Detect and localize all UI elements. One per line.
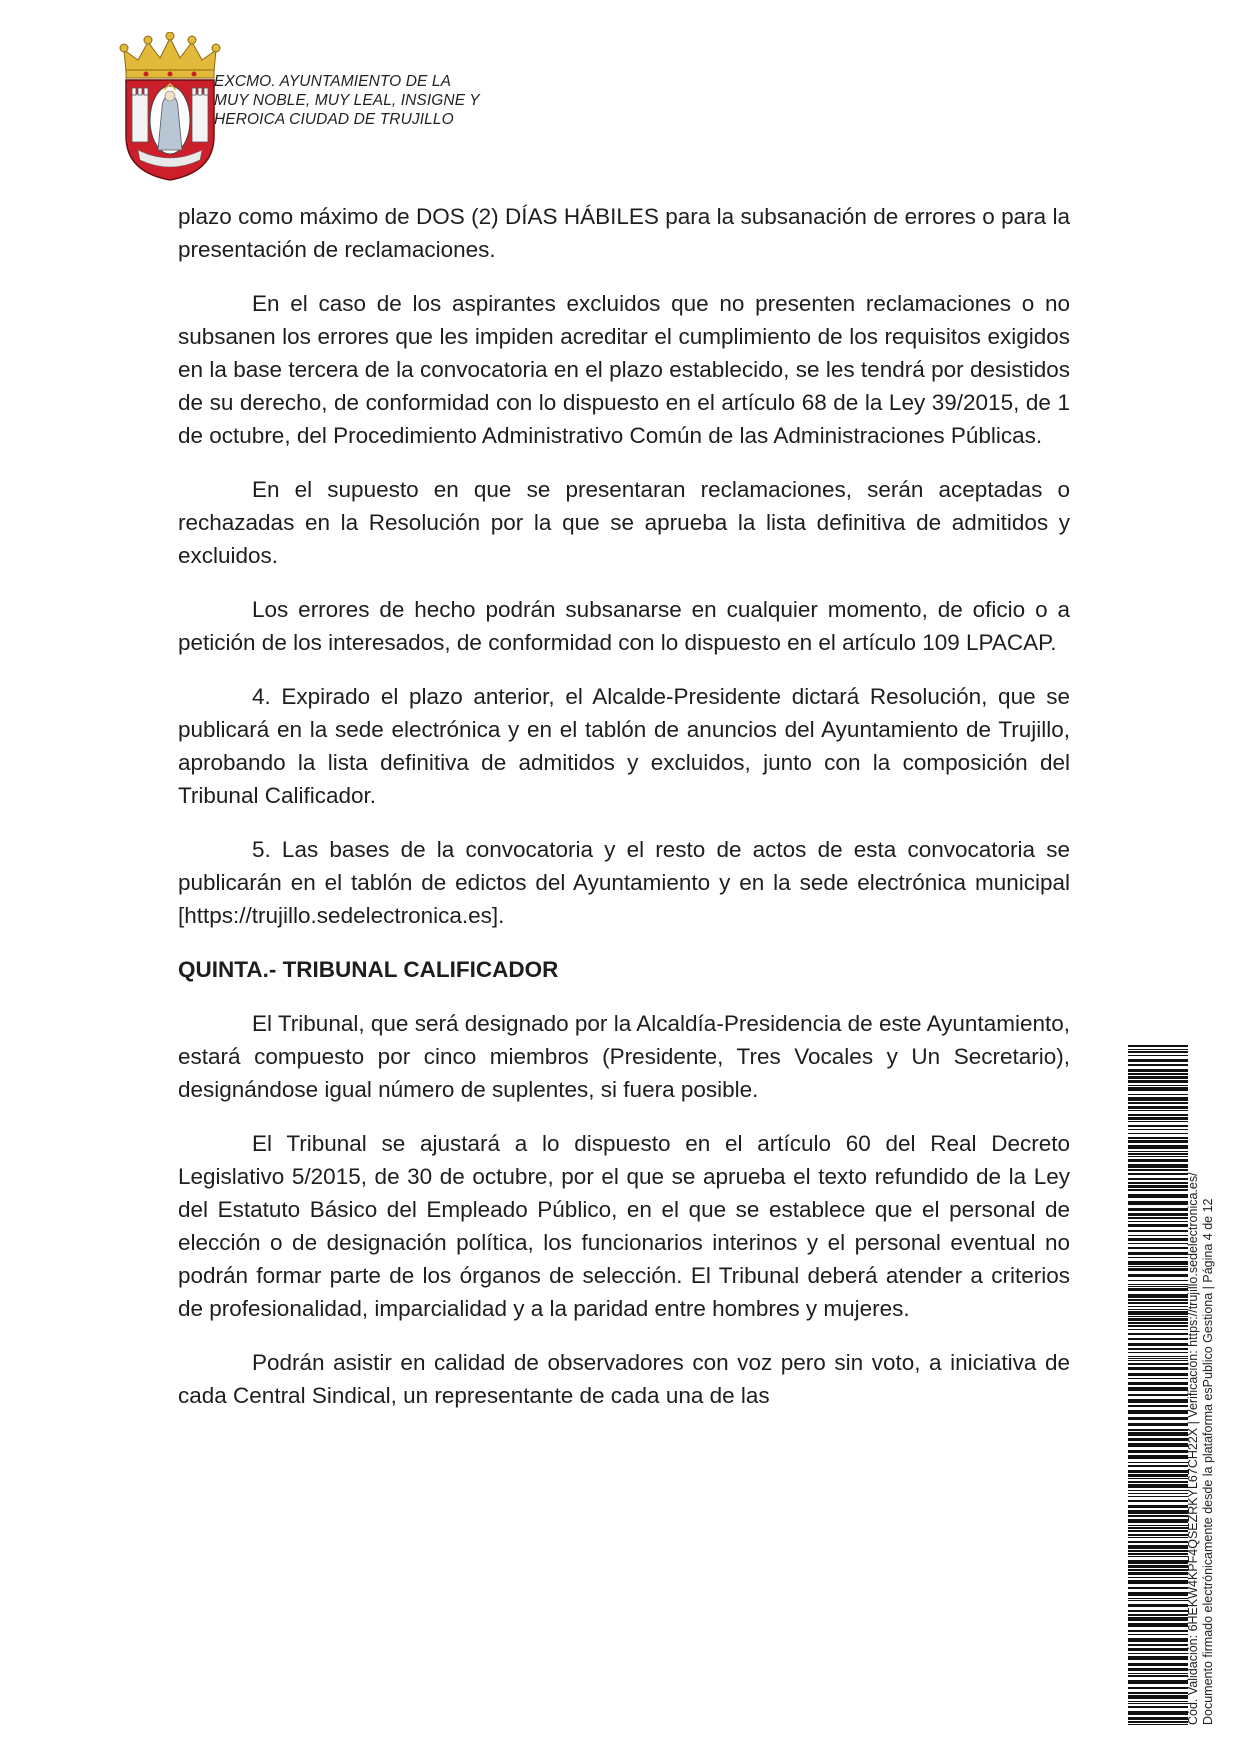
barcode-bar [1128,1519,1188,1523]
barcode-bar [1128,1094,1188,1095]
barcode-bar [1128,1235,1188,1236]
barcode-bar [1128,1706,1188,1708]
barcode-bar [1128,1617,1188,1621]
barcode-bar [1128,1387,1188,1391]
barcode-bar [1128,1114,1188,1116]
barcode-bar [1128,1493,1188,1494]
barcode-bar [1128,1173,1188,1175]
barcode-bar [1128,1261,1188,1265]
organization-name-line: MUY NOBLE, MUY LEAL, INSIGNE Y [214,92,480,109]
barcode-bar [1128,1405,1188,1407]
barcode-bar [1128,1286,1188,1287]
barcode-bar [1128,1306,1188,1307]
barcode-bar [1128,1438,1188,1441]
barcode-bar [1128,1221,1188,1222]
paragraph: En el supuesto en que se presentaran reclamaciones, serán aceptadas o rechazadas en la Resolución por la que se aprueba la lista definitiva de admitidos y excluidos. [178,477,1070,568]
barcode-bar [1128,1443,1188,1447]
organization-name-line: EXCMO. AYUNTAMIENTO DE LA [214,73,452,90]
coat-of-arms-icon [116,32,224,182]
barcode-bar [1128,1515,1188,1517]
barcode-bar [1128,1145,1188,1149]
barcode-bar [1128,1462,1188,1463]
paragraph: El Tribunal se ajustará a lo dispuesto en el artículo 60 del Real Decreto Legislativo 5/2015, de 30 de octubre, por el que se aprueba el texto refundido de la Ley del Estatuto Básico del Empleado Público, en el que se establece que el personal de elección o de designación política, los funcionarios interinos y el personal eventual no podrán formar parte de los órganos de selección. El Tribunal deberá atender a criterios de profesionalidad, imparcialidad y a la paridad entre hombres y mujeres. [178,1131,1070,1321]
paragraph: En el caso de los aspirantes excluidos que no presenten reclamaciones o no subsanen los errores que les impiden acreditar el cumplimiento de los requisitos exigidos en la base tercera de la convocatoria en el plazo establecido, se les tendrá por desistidos de su derecho, de conformidad con lo dispuesto en el artículo 68 de la Ley 39/2015, de 1 de octubre, del Procedimiento Administrativo Común de las Administraciones Públicas. [178,291,1070,448]
paragraph: plazo como máximo de DOS (2) DÍAS HÁBILES para la subsanación de errores o para la presentación de reclamaciones. [178,204,1070,262]
barcode-bar [1128,1675,1188,1677]
barcode-bar [1128,1164,1188,1168]
barcode-bar [1128,1644,1188,1646]
barcode-bar [1128,1049,1188,1050]
barcode-bar [1128,1638,1188,1642]
barcode-bar [1128,1604,1188,1607]
barcode-bar [1128,1600,1188,1601]
barcode-bar [1128,1465,1188,1467]
barcode-bar [1128,1378,1188,1379]
barcode-bar [1128,1252,1188,1255]
paragraph: 4. Expirado el plazo anterior, el Alcalde-Presidente dictará Resolución, que se publicará en la sede electrónica y en el tablón de anuncios del Ayuntamiento de Trujillo, aprobando la lista definitiva de admitidos y excluidos, junto con la composición del Tribunal Calificador. [178,684,1070,808]
barcode-bar [1128,1360,1188,1361]
barcode-bar [1128,1510,1188,1514]
barcode-bar [1128,1429,1188,1431]
barcode-bar [1128,1194,1188,1198]
barcode-bar [1128,1373,1188,1376]
barcode-bar [1128,1110,1188,1111]
barcode-bar [1128,1073,1188,1075]
barcode-bar [1128,1560,1188,1564]
barcode-bar [1128,1318,1188,1321]
barcode-bar [1128,1484,1188,1488]
barcode-bar [1128,1367,1188,1370]
validation-stamp [1128,1045,1224,1725]
barcode-bar [1128,1553,1188,1555]
barcode-bar [1128,1410,1188,1414]
barcode-bar [1128,1125,1188,1127]
barcode-bar [1128,1580,1188,1584]
barcode-bar [1128,1085,1188,1086]
barcode-bar [1128,1541,1188,1543]
barcode-bar [1128,1500,1188,1502]
barcode-bar [1128,1481,1188,1483]
barcode-bar [1128,1352,1188,1353]
barcode-bar [1128,1051,1188,1053]
barcode-bar [1128,1592,1188,1596]
barcode-bar [1128,1230,1188,1232]
validation-code-line: Cód. Validación: 6HEKW4KPF4QSEZRKYL67CH22X | Verificación: https://trujillo.sedelectronica.es/ [1186,1172,1200,1725]
barcode-bar [1128,1356,1188,1357]
validation-text [1186,1045,1216,1725]
barcode-bar [1128,1623,1188,1627]
barcode-bar [1128,1505,1188,1508]
barcode-bar [1128,1325,1188,1327]
barcode-bar [1128,1478,1188,1479]
barcode-bar [1128,1363,1188,1365]
barcode-bar [1128,1490,1188,1491]
barcode-bar [1128,1178,1188,1180]
barcode-bar [1128,1530,1188,1532]
barcode-bar [1128,1569,1188,1571]
barcode-bar [1128,1687,1188,1689]
barcode-bar [1128,1399,1188,1403]
barcode-bar [1128,1243,1188,1244]
barcode-bar [1128,1610,1188,1612]
organization-name [214,72,480,129]
barcode-bar [1128,1076,1188,1079]
barcode-bar [1128,1614,1188,1616]
barcode-bar [1128,1316,1188,1317]
barcode-bar [1128,1577,1188,1578]
barcode-bar [1128,1333,1188,1335]
barcode-bar [1128,1247,1188,1249]
barcode-bar [1128,1630,1188,1632]
barcode-bar [1128,1634,1188,1635]
barcode-bar [1128,1653,1188,1654]
barcode-bar [1128,1059,1188,1062]
barcode-bar [1128,1129,1188,1130]
barcode-bar [1128,1064,1188,1066]
barcode-bar [1128,1284,1188,1285]
barcode-bar [1128,1309,1188,1310]
document-body [178,200,1070,1433]
paragraph: El Tribunal, que será designado por la Alcaldía-Presidencia de este Ayuntamiento, estará compuesto por cinco miembros (Presidente, Tres Vocales y Un Secretario), designándose igual número de suplentes, si fuera posible. [178,1011,1070,1102]
barcode-bar [1128,1169,1188,1171]
barcode-bar [1128,1474,1188,1477]
barcode-bar [1128,1527,1188,1529]
barcode-bar [1128,1717,1188,1720]
barcode-bar [1128,1663,1188,1666]
barcode-bar [1128,1299,1188,1301]
organization-name-line: HEROICA CIUDAD DE TRUJILLO [214,111,454,128]
barcode-bar [1128,1545,1188,1549]
barcode-bar [1128,1302,1188,1304]
barcode-bar [1128,1069,1188,1072]
barcode-bar [1128,1133,1188,1134]
barcode-bar [1128,1680,1188,1684]
barcode-bar [1128,1525,1188,1526]
barcode-bar [1128,1455,1188,1459]
barcode-bar [1128,1703,1188,1704]
barcode-bar [1128,1322,1188,1324]
barcode-bar [1128,1394,1188,1396]
section-heading: QUINTA.- TRIBUNAL CALIFICADOR [178,957,559,982]
barcode-bar [1128,1087,1188,1091]
barcode-bar [1128,1189,1188,1191]
barcode-bar [1128,1121,1188,1122]
barcode-bar [1128,1055,1188,1056]
barcode-bar [1128,1417,1188,1420]
barcode-bar [1128,1217,1188,1219]
barcode-bar [1128,1224,1188,1227]
barcode-bar [1128,1701,1188,1702]
barcode-bar [1128,1534,1188,1536]
barcode-bar [1128,1711,1188,1715]
barcode-bar [1128,1140,1188,1143]
barcode-bar [1128,1156,1188,1157]
barcode-bar [1128,1294,1188,1298]
barcode-bar [1128,1673,1188,1674]
barcode-bar [1128,1496,1188,1497]
barcode-bar [1128,1565,1188,1568]
barcode-bar [1128,1311,1188,1315]
barcode-bar [1128,1598,1188,1599]
barcode-bar [1128,1348,1188,1350]
barcode-bar [1128,1668,1188,1671]
barcode-bar [1128,1556,1188,1557]
barcode-bar [1128,1201,1188,1205]
barcode-bar [1128,1648,1188,1651]
barcode-bar [1128,1268,1188,1271]
barcode-bar [1128,1550,1188,1552]
barcode-bar [1128,1358,1188,1359]
barcode-bar [1128,1382,1188,1385]
barcode-bar [1128,1106,1188,1109]
barcode-bar [1128,1329,1188,1330]
barcode-bar [1128,1045,1188,1047]
barcode-bar [1128,1213,1188,1216]
barcode-bar [1128,1159,1188,1162]
barcode-icon [1128,1045,1188,1725]
barcode-bar [1128,1080,1188,1083]
signature-platform-line: Documento firmado electrónicamente desde la plataforma esPublico Gestiona | Página 4 de 12 [1201,1198,1215,1725]
barcode-bar [1128,1572,1188,1575]
barcode-bar [1128,1656,1188,1660]
paragraph: Podrán asistir en calidad de observadores con voz pero sin voto, a iniciativa de cada Central Sindical, un representante de cada una de las [178,1350,1070,1408]
barcode-bar [1128,1587,1188,1589]
barcode-bar [1128,1151,1188,1152]
barcode-bar [1128,1343,1188,1346]
barcode-bar [1128,1185,1188,1188]
barcode-bar [1128,1117,1188,1120]
barcode-bar [1128,1423,1188,1426]
barcode-bar [1128,1182,1188,1184]
barcode-bar [1128,1280,1188,1281]
barcode-bar [1128,1137,1188,1139]
barcode-bar [1128,1450,1188,1453]
barcode-bar [1128,1238,1188,1241]
barcode-bar [1128,1274,1188,1277]
barcode-bar [1128,1097,1188,1101]
barcode-bar [1128,1724,1188,1725]
barcode-bar [1128,1432,1188,1436]
barcode-bar [1128,1537,1188,1538]
paragraph: Los errores de hecho podrán subsanarse en cualquier momento, de oficio o a petición de los interesados, de conformidad con lo dispuesto en el artículo 109 LPACAP. [178,597,1070,655]
barcode-bar [1128,1470,1188,1473]
barcode-bar [1128,1288,1188,1291]
barcode-bar [1128,1695,1188,1699]
barcode-bar [1128,1692,1188,1694]
document-header [100,22,520,192]
barcode-bar [1128,1208,1188,1211]
paragraph: 5. Las bases de la convocatoria y el resto de actos de esta convocatoria se publicarán en el tablón de edictos del Ayuntamiento y en la sede electrónica municipal [https://trujillo.sedelectronica.es]. [178,837,1070,928]
barcode-bar [1128,1153,1188,1155]
barcode-bar [1128,1338,1188,1340]
barcode-bar [1128,1257,1188,1258]
barcode-bar [1128,1102,1188,1104]
barcode-bar [1128,1266,1188,1267]
barcode-bar [1128,1721,1188,1723]
